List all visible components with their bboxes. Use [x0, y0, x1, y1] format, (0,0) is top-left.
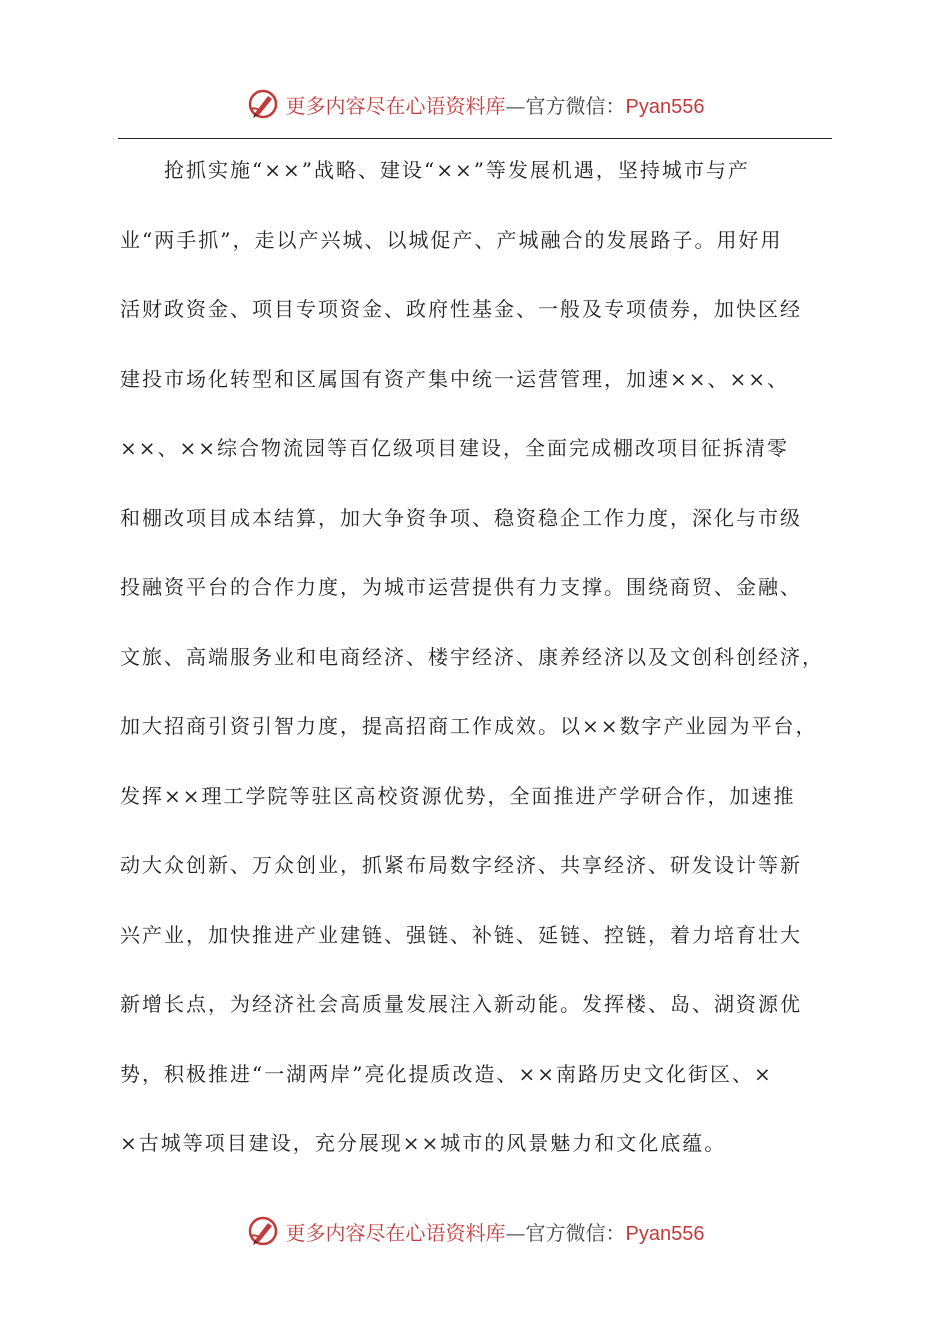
- footer-wechat-label: 官方微信：: [525, 1220, 626, 1245]
- header-banner-title: 更多内容尽在心语资料库: [285, 93, 506, 118]
- footer-banner-separator: —: [505, 1220, 526, 1245]
- pen-logo-icon: [246, 1214, 280, 1248]
- paragraph-line: ××、××综合物流园等百亿级项目建设，全面完成棚改项目征拆清零: [120, 436, 790, 460]
- footer-wechat-id: Pyan556: [625, 1222, 705, 1245]
- paragraph-line: 活财政资金、项目专项资金、政府性基金、一般及专项债券，加快区经: [120, 297, 802, 321]
- paragraph-line: ×古城等项目建设，充分展现××城市的风景魅力和文化底蕴。: [120, 1131, 727, 1155]
- footer-banner: [0, 1211, 950, 1251]
- header-wechat-label: 官方微信：: [525, 93, 626, 118]
- header-wechat-id: Pyan556: [625, 95, 705, 118]
- paragraph-line: 抢抓实施“××”战略、建设“××”等发展机遇，坚持城市与产: [164, 158, 750, 182]
- pen-logo-icon: [246, 87, 280, 121]
- document-body: [120, 136, 824, 1179]
- paragraph-line: 势，积极推进“一湖两岸”亮化提质改造、××南路历史文化街区、×: [120, 1061, 773, 1086]
- paragraph-line: 加大招商引资引智力度，提高招商工作成效。以××数字产业园为平台，: [120, 714, 818, 738]
- paragraph-line: 投融资平台的合作力度，为城市运营提供有力支撑。围绕商贸、金融、: [120, 575, 802, 599]
- header-banner-text: [286, 90, 705, 119]
- footer-banner-title: 更多内容尽在心语资料库: [285, 1220, 506, 1245]
- paragraph-line: 业“两手抓”，走以产兴城、以城促产、产城融合的发展路子。用好用: [120, 227, 783, 252]
- paragraph-line: 兴产业，加快推进产业建链、强链、补链、延链、控链，着力培育壮大: [120, 922, 802, 947]
- paragraph-line: 动大众创新、万众创业，抓紧布局数字经济、共享经济、研发设计等新: [120, 853, 802, 877]
- paragraph-line: 建投市场化转型和区属国有资产集中统一运营管理，加速××、××、: [120, 366, 790, 391]
- paragraph-line: 文旅、高端服务业和电商经济、楼宇经济、康养经济以及文创科创经济，: [120, 644, 824, 669]
- paragraph-line: 和棚改项目成本结算，加大争资争项、稳资稳企工作力度，深化与市级: [120, 505, 802, 530]
- paragraph-line: 发挥××理工学院等驻区高校资源优势，全面推进产学研合作，加速推: [120, 783, 796, 808]
- footer-banner-text: [286, 1217, 705, 1246]
- paragraph-line: 新增长点，为经济社会高质量发展注入新动能。发挥楼、岛、湖资源优: [120, 992, 802, 1016]
- header-banner: [0, 84, 950, 124]
- header-banner-separator: —: [505, 93, 526, 118]
